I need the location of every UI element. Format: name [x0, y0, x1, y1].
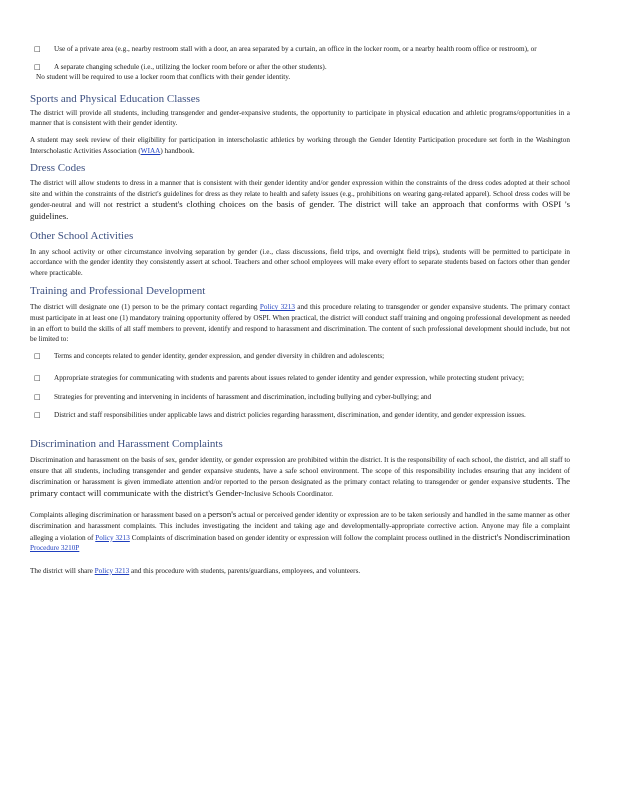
list-item: □ Terms and concepts related to gender identity, gender expression, and gender diversity in children and adolescents; [34, 351, 385, 360]
bullet-icon: □ [34, 374, 41, 383]
list-item: □ District and staff responsibilities under applicable laws and district policies regarding harassment, discrimination, and gender identity, and gender expression issues. [34, 411, 526, 420]
policy-3213-link[interactable]: Policy 3213 [259, 303, 295, 312]
closing-paragraph: The district will share Policy 3213 and this procedure with students, parents/guardians, employees, and volunteers. [30, 566, 361, 575]
list-item: □ Strategies for preventing and intervening in incidents of harassment and discrimination, including bullying and cyber-bullying; and [34, 392, 432, 401]
bullet-icon: □ [34, 62, 41, 71]
bullet-icon: □ [34, 392, 41, 401]
list-item: □ A separate changing schedule (i.e., utilizing the locker room before or after the other students). [34, 62, 327, 71]
bullet-icon: □ [34, 411, 41, 420]
sports-paragraph: The district will provide all students, including transgender and gender-expansive students, the opportunity to participate in physical education and athletic programs/opportunities in a manner that is consistent with their gender identity. [30, 108, 570, 128]
policy-3213-link[interactable]: Policy 3213 [94, 566, 130, 575]
list-item: □ Appropriate strategies for communicating with students and parents about issues related to gender identity and gender expression, while protecting student privacy; [34, 374, 525, 383]
section-heading-other: Other School Activities [30, 229, 134, 242]
complaints-process-paragraph: Complaints alleging discrimination or harassment based on a person's actual or perceived gender identity or expression are to be taken seriously and handled in the same manner as other discrimination and harassment complaints. This includes investigating the incident and taking age and developmentally-appropriate corrective action. Anyone may file a complaint alleging a violation of Policy 3213 Complaints of discrimination based on gender identity or expression will follow the complaint process outlined in the district's Nondiscrimination Procedure 3210P [30, 509, 571, 553]
complaints-paragraph: Discrimination and harassment on the basis of sex, gender identity, or gender expression are prohibited within the district. It is the responsibility of each school, the district, and all staff to ensure that all students, including transgender and gender expansive students, have a safe school environment. The scope of this responsibility includes ensuring that any incident of discrimination or harassment is given immediate attention and/or reported to the person designated as the primary contact relating to transgender or gender expansive students. The primary contact will communicate with the district's Gender-Inclusive Schools Coordinator. [30, 456, 570, 498]
bullet-icon: □ [34, 45, 41, 53]
bullet-icon: □ [34, 351, 41, 360]
sports-eligibility-paragraph: A student may seek review of their eligibility for participation in interscholastic athletics by working through the Gender Identity Participation procedure set forth in the Washington Interscholastic Activities Association (WIAA) handbook. [30, 135, 570, 155]
locker-room-note: No student will be required to use a locker room that conflicts with their gender identity. [36, 73, 291, 82]
wiaa-link[interactable]: WIAA [140, 146, 161, 155]
section-heading-dress: Dress Codes [30, 162, 86, 175]
section-heading-training: Training and Professional Development [30, 285, 206, 298]
section-heading-complaints: Discrimination and Harassment Complaints [30, 438, 223, 451]
other-paragraph: In any school activity or other circumstance involving separation by gender (i.e., class discussions, field trips, and overnight field trips), students will be permitted to participate in accordance with the gender identity they consistently assert at school. Teachers and other school employees will make every effort to separate students based on factors other than gender where practicable. [30, 247, 570, 277]
dress-paragraph: The district will allow students to dress in a manner that is consistent with their gender identity and/or gender expression within the constraints of the dress codes adopted at their school site and within the constraints of the district's guidelines for dress as they relate to health and safety issues (e.g., prohibitions on wearing gang-related apparel). School dress codes will be gender-neutral and will not restrict a student's clothing choices on the basis of gender. The district will take an approach that conforms with OSPI 's guidelines. [30, 179, 570, 221]
training-paragraph: The district will designate one (1) person to be the primary contact regarding Policy 3213 and this procedure relating to transgender or gender expansive students. The primary contact must participate in at least one (1) mandatory training opportunity offered by OSPI. When practical, the district will conduct staff training and ongoing professional development as needed in an effort to build the skills of all staff members to prevent, identify and respond to harassment and discrimination. The content of such professional development should include, but not be limited to: [30, 303, 570, 344]
policy-3213-link[interactable]: Policy 3213 [95, 533, 130, 542]
list-item: □ Use of a private area (e.g., nearby restroom stall with a door, an area separated by a curtain, an office in the locker room, or a nearby health room office or restroom), or [34, 45, 537, 53]
document-page [30, 44, 570, 576]
section-heading-sports: Sports and Physical Education Classes [30, 92, 200, 105]
procedure-3210p-link[interactable]: Procedure 3210P [30, 544, 80, 553]
